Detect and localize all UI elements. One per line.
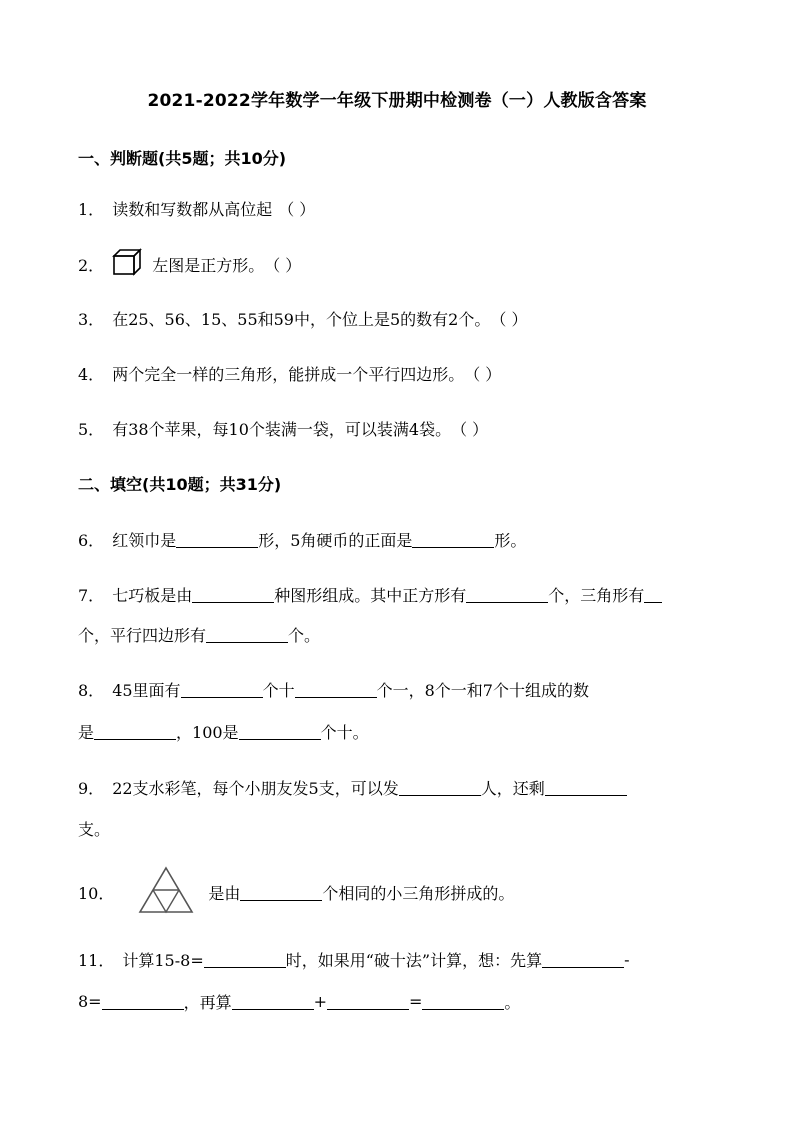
question-number: 8．	[78, 681, 105, 700]
question-text: 是	[78, 723, 95, 742]
question-text: 七巧板是由	[112, 586, 193, 605]
question-text: 支。	[78, 820, 111, 839]
question-text: ，100是	[176, 723, 239, 742]
question-number: 9．	[78, 779, 105, 798]
question-number: 1．	[78, 200, 105, 219]
answer-parentheses: （ ）	[278, 200, 316, 219]
question-text: 在25、56、15、55和59中，个位上是5的数有2个。	[112, 310, 491, 329]
question-11	[78, 948, 630, 971]
question-text: -	[624, 950, 630, 969]
question-text: 个十	[262, 681, 295, 700]
answer-blank[interactable]	[399, 779, 481, 797]
question-text: 时，如果用“破十法”计算，想：先算	[285, 951, 543, 970]
question-text: 个，平行四边形有	[78, 626, 207, 645]
question-6	[78, 528, 526, 551]
document-title: 2021-2022学年数学一年级下册期中检测卷（一）人教版含答案	[147, 91, 647, 111]
answer-blank[interactable]	[422, 993, 504, 1011]
question-text: 形。	[494, 531, 527, 550]
question-text: 种图形组成。其中正方形有	[274, 586, 467, 605]
answer-blank[interactable]	[206, 626, 288, 644]
question-text: 红领巾是	[112, 531, 177, 550]
question-2	[78, 248, 301, 280]
question-text: 。	[504, 993, 521, 1012]
answer-blank[interactable]	[295, 681, 377, 699]
question-number: 10．	[78, 883, 115, 903]
question-8	[78, 678, 589, 701]
answer-parentheses: （ ）	[490, 310, 528, 329]
question-text: ，再算	[183, 993, 232, 1012]
question-text: 8=	[78, 992, 102, 1011]
question-text: 形，5角硬币的正面是	[258, 531, 413, 550]
answer-parentheses: （ ）	[451, 420, 489, 439]
triangle-figure-icon	[138, 866, 194, 918]
answer-blank[interactable]	[545, 779, 627, 797]
answer-parentheses: （ ）	[464, 365, 502, 384]
answer-blank[interactable]	[542, 951, 624, 969]
question-5	[78, 417, 488, 440]
answer-blank[interactable]	[102, 993, 184, 1011]
cube-icon	[112, 248, 142, 280]
question-text: 45里面有	[112, 681, 181, 700]
question-text: +	[313, 992, 328, 1011]
answer-blank[interactable]	[192, 586, 274, 604]
answer-blank[interactable]	[176, 531, 258, 549]
question-11-line-2	[78, 990, 520, 1013]
question-9	[78, 776, 627, 799]
question-number: 4．	[78, 365, 105, 384]
answer-blank[interactable]	[412, 531, 494, 549]
section-heading-fill-in: 二、填空(共10题；共31分)	[78, 475, 282, 494]
question-number: 2．	[78, 255, 105, 275]
answer-parentheses: （ ）	[264, 255, 302, 275]
question-1	[78, 197, 315, 220]
answer-blank[interactable]	[94, 723, 176, 741]
question-text: 个十。	[320, 723, 369, 742]
question-8-line-2	[78, 720, 369, 743]
question-text: 个相同的小三角形拼成的。	[322, 883, 515, 903]
answer-blank[interactable]	[327, 993, 409, 1011]
question-number: 6．	[78, 531, 105, 550]
answer-blank[interactable]	[466, 586, 548, 604]
answer-blank[interactable]	[204, 951, 286, 969]
answer-blank[interactable]	[644, 586, 662, 604]
question-text: 是由	[208, 883, 241, 903]
question-4	[78, 362, 501, 385]
question-number: 7．	[78, 586, 105, 605]
section-heading-judgment: 一、判断题(共5题；共10分)	[78, 149, 287, 168]
answer-blank[interactable]	[239, 723, 321, 741]
question-text: 读数和写数都从高位起	[112, 200, 273, 219]
answer-blank[interactable]	[181, 681, 263, 699]
question-7-line-2	[78, 623, 320, 646]
question-text: 个，三角形有	[548, 586, 645, 605]
question-text: 22支水彩笔，每个小朋友发5支，可以发	[112, 779, 399, 798]
question-10	[78, 866, 514, 918]
question-text: 人，还剩	[480, 779, 545, 798]
question-9-line-2	[78, 817, 110, 840]
question-text: 左图是正方形。	[152, 255, 265, 275]
question-number: 11．	[78, 951, 115, 970]
question-7	[78, 583, 662, 606]
question-text: 两个完全一样的三角形，能拼成一个平行四边形。	[112, 365, 465, 384]
question-number: 5．	[78, 420, 105, 439]
question-text: 有38个苹果，每10个装满一袋，可以装满4袋。	[112, 420, 452, 439]
question-text: 个。	[288, 626, 321, 645]
answer-blank[interactable]	[240, 883, 322, 901]
question-text: =	[409, 992, 423, 1011]
question-3	[78, 307, 527, 330]
answer-blank[interactable]	[232, 993, 314, 1011]
question-text: 个一，8个一和7个十组成的数	[376, 681, 589, 700]
question-number: 3．	[78, 310, 105, 329]
question-text: 计算15-8=	[122, 951, 204, 970]
